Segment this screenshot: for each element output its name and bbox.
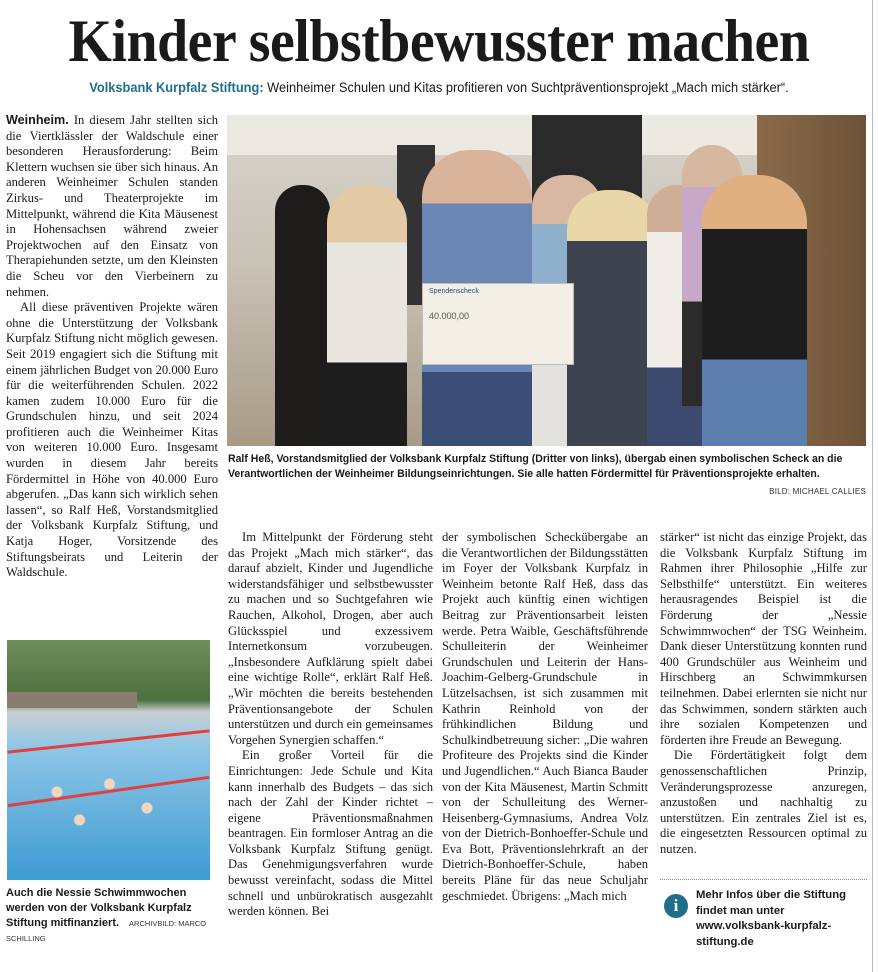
- cheque: [422, 283, 574, 365]
- pool-caption-text: Auch die Nessie Schwimmwochen werden von der Volksbank Kurpfalz Stiftung mitfinanziert.: [6, 887, 192, 929]
- paragraph: stärker“ ist nicht das einzige Projekt, das die Volksbank Kurpfalz Stiftung im Rahmen ihrer Philosophie „Hilfe zur Selbsthilfe“ unterstützt. Ein weiteres herausragendes Beispiel ist die Förderung der „Nessie Schwimmwochen“ der TSG Weinheim. Dank dieser Unterstützung konnten rund 400 Grundschüler aus Weinheim und Hirschberg an Schwimmkursen teilnehmen. Dabei erlernten sie nicht nur das Schwimmen, sondern stärkten auch ihre sozialen Kompetenzen und förderten ihre Freude an Bewegung.: [660, 530, 867, 747]
- main-photo: [227, 115, 866, 446]
- main-photo-caption: Ralf Heß, Vorstandsmitglied der Volksbank Kurpfalz Stiftung (Dritter von links), übergab einen symbolischen Scheck an die Verantwortlichen der Weinheimer Bildungseinrichtungen. Sie alle hatten Fördermittel für Präventionsprojekte erhalten.: [228, 453, 843, 480]
- paragraph: der symbolischen Scheckübergabe an die Verantwortlichen der Bildungsstätten im Foyer der Volksbank Kurpfalz in Weinheim betonte Ralf Heß, dass das Projekt auch künftig einen wichtigen Beitrag zur Präventionsarbeit leisten werde. Petra Waible, Geschäftsführende Schulleiterin der Weinheimer Grundschulen und Leiterin der Hans-Joachim-Gelberg-Grundschule in Lützelsachsen, ist sich zusammen mit Kathrin Reinhold von der frühkindlichen Bildung und Schulkindbetreuung sicher: „Die wahren Profiteure des Projekts sind die Kinder und Jugendlichen.“ Auch Bianca Bauder von der Kita Mäusenest, Martin Schmitt von der Schulleitung des Werner-Heisenberg-Gymnasiums, Andrea Volz von der Dietrich-Bonhoeffer-Schule und Eva Bott, Präventionslehrkraft an der Dietrich-Bonhoeffer-Schule, haben bereits Pläne für das neue Schuljahr geschmiedet. Übrigens: „Mach mich: [442, 530, 648, 903]
- pool-photo: [7, 640, 210, 880]
- paragraph-text: In diesem Jahr stellten sich die Viertklässler der Waldschule einer besonderen Herausforderung: Beim Klettern wuchsen sie über sich hinaus. An anderen Weinheimer Schulen standen Zirkus- und Theaterprojekte im Mittelpunkt, während die Kita Mäusenest in Hohensachsen während zweier Projektwochen auf den Einsatz von Therapiehunden setzte, um den Kleinsten die Scheu vor den Vierbeinern zu nehmen.: [6, 113, 218, 299]
- paragraph: Im Mittelpunkt der Förderung steht das Projekt „Mach mich stärker“, das darauf abzielt, Kinder und Jugendliche widerstandsfähiger und selbstbewusster zu machen und so Suchtgefahren wie Rauchen, Alkohol, Drogen, aber auch Glücksspiel und exzessivem Internetkonsum vorzubeugen. „Insbesondere Aufklärung spielt dabei eine wichtige Rolle“, erklärt Ralf Heß. „Wir möchten die bereits bestehenden Präventionsangebote der Schulen unterstützen und durch ein gemeinsames Vorgehen Synergien schaffen.“: [228, 530, 433, 747]
- paragraph: [6, 113, 218, 300]
- subheadline: [22, 80, 856, 95]
- cheque-amount: 40.000,00: [429, 311, 470, 321]
- pool-photo-credit: ARCHIVBILD: MARCO SCHILLING: [6, 919, 207, 943]
- subheadline-kicker: Volksbank Kurpfalz Stiftung:: [89, 80, 264, 95]
- subheadline-text: Weinheimer Schulen und Kitas profitieren von Suchtpräventionsprojekt „Mach mich stärker“.: [263, 80, 789, 95]
- article-column-4: [660, 530, 867, 857]
- paragraph: Die Fördertätigkeit folgt dem genossenschaftlichen Prinzip, Veränderungsprozesse anzuregen, anzustoßen und nachhaltig zu unterstützen. Ein zentrales Ziel ist es, die eingesetzten Ressourcen optimal zu nutzen.: [660, 748, 867, 856]
- article-column-1: [6, 113, 218, 581]
- cheque-label: Spendenscheck: [429, 288, 479, 295]
- info-box: [660, 879, 867, 950]
- paragraph: Ein großer Vorteil für die Einrichtungen: Jede Schule und Kita kann innerhalb des Budgets – das sich nach der Zahl der Kinder richtet – eigene Präventionsmaßnahmen beantragen. Ein formloser Antrag an die Volksbank Kurpfalz Stiftung genügt. Das Genehmigungsverfahren wurde bewusst vereinfacht, sodass die Mittel schnell und unbürokratisch ausgezahlt werden können. Bei: [228, 748, 433, 919]
- page-edge-rule: [872, 0, 873, 972]
- headline: Kinder selbstbewusster machen: [68, 8, 810, 74]
- info-text: Mehr Infos über die Stiftung findet man unter www.volksbank-kurpfalz-stiftung.de: [696, 889, 846, 948]
- article-column-2: [228, 530, 433, 920]
- dateline: Weinheim.: [6, 113, 69, 127]
- paragraph: All diese präventiven Projekte wären ohne die Unterstützung der Volksbank Kurpfalz Stiftung nicht möglich gewesen. Seit 2019 engagiert sich die Stiftung mit einem jährlichen Budget von 20.000 Euro für die weiterführenden Schulen. 2022 kamen zudem 10.000 Euro für die Grundschulen hinzu, und seit 2024 profitieren auch die Weinheimer Kitas von weiteren 10.000 Euro. Insgesamt wurden in diesem Jahr bereits Fördermittel in Höhe von 40.000 Euro abgerufen. „Das kann sich wirklich sehen lassen“, so Ralf Heß, Vorstandsmitglied der Volksbank Kurpfalz Stiftung, und Katja Hoger, Vorsitzende des Stiftungsbeirats und Leiterin der Waldschule.: [6, 300, 218, 580]
- article-column-3: [442, 530, 648, 904]
- main-photo-credit: BILD: MICHAEL CALLIES: [769, 487, 866, 496]
- pool-photo-caption: [6, 886, 218, 946]
- info-icon: i: [664, 894, 688, 918]
